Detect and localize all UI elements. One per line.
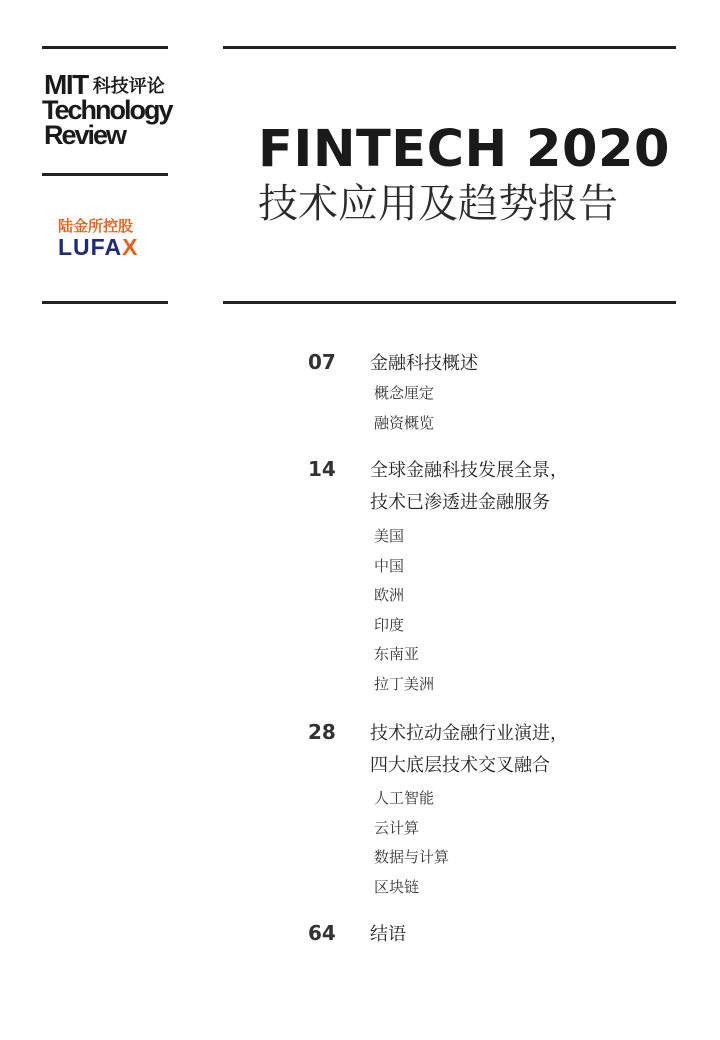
toc-subsection-list [374, 784, 449, 902]
toc-section-number: 64 [308, 921, 336, 945]
toc-heading-line: 技术拉动金融行业演进， [370, 723, 568, 744]
toc-subsection-list [374, 522, 434, 699]
toc-subsection-item[interactable]: 中国 [374, 556, 405, 575]
toc-heading-line: 全球金融科技发展全景， [370, 460, 568, 481]
report-title-cn: 技术应用及趋势报告 [258, 181, 618, 227]
toc-heading-line: 技术已渗透进金融服务 [370, 492, 550, 513]
toc-subsection-item[interactable]: 概念厘定 [374, 384, 435, 402]
toc-section-number: 28 [308, 720, 336, 744]
toc-subsection-item[interactable]: 数据与计算 [374, 848, 450, 866]
toc-subsection-item[interactable]: 融资概览 [374, 413, 435, 432]
toc-section-heading [370, 919, 406, 951]
toc-section-heading [370, 455, 568, 519]
toc-subsection-item[interactable]: 印度 [374, 615, 405, 634]
toc-subsection-item[interactable]: 东南亚 [374, 645, 420, 663]
divider-right-top [223, 46, 676, 49]
mit-logo-review: Review [44, 120, 126, 150]
lufax-logo-en-main: LUFA [58, 234, 123, 260]
mit-logo-mit: MIT [44, 69, 88, 100]
mit-technology-review-logo [42, 69, 194, 152]
lufax-logo-en-x: X [122, 234, 139, 260]
divider-right-bottom [223, 301, 676, 304]
toc-subsection-item[interactable]: 拉丁美洲 [374, 674, 435, 693]
toc-section-number: 14 [308, 457, 336, 481]
toc-subsection-list [374, 379, 434, 438]
toc-section-number: 07 [308, 350, 336, 374]
toc-heading-line: 金融科技概述 [370, 353, 478, 374]
divider-left-top [42, 46, 168, 49]
lufax-logo [58, 218, 168, 262]
toc-subsection-item[interactable]: 云计算 [374, 818, 420, 837]
toc-heading-line: 结语 [370, 924, 406, 945]
mit-logo-cn: 科技评论 [92, 76, 165, 97]
toc-subsection-item[interactable]: 美国 [374, 527, 405, 545]
toc-subsection-item[interactable]: 人工智能 [374, 789, 435, 807]
toc-section-heading [370, 718, 568, 782]
mit-logo-technology: Technology [42, 95, 172, 125]
report-title-en: FINTECH 2020 [258, 120, 670, 179]
divider-left-bottom [42, 301, 168, 304]
toc-subsection-item[interactable]: 欧洲 [374, 586, 405, 604]
toc-subsection-item[interactable]: 区块链 [374, 877, 420, 896]
divider-left-middle [42, 173, 168, 176]
lufax-logo-cn: 陆金所控股 [58, 217, 134, 235]
toc-section-heading [370, 348, 478, 380]
toc-heading-line: 四大底层技术交叉融合 [370, 755, 550, 776]
lufax-logo-en [58, 235, 138, 259]
